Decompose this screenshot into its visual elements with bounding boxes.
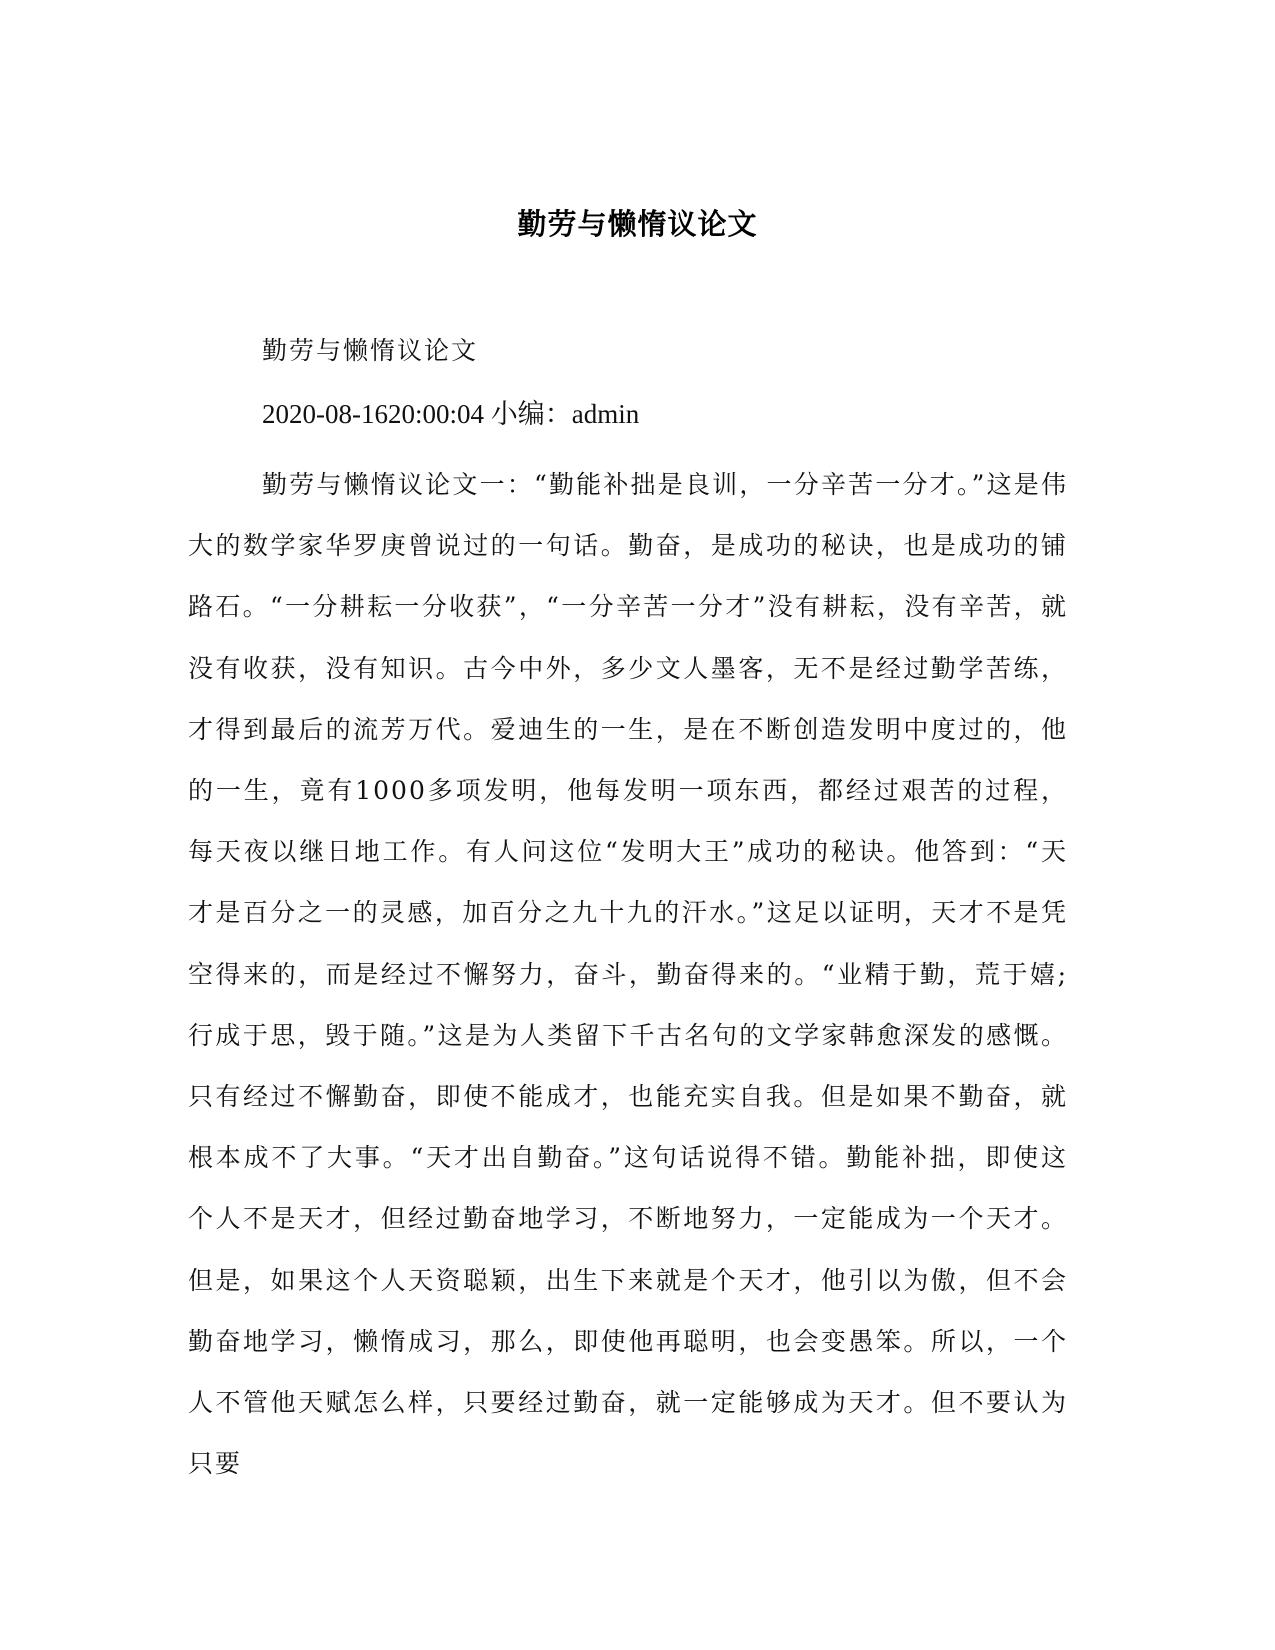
body-paragraph: 勤劳与懒惰议论文一：“勤能补拙是良训，一分辛苦一分才。”这是伟大的数学家华罗庚曾说过的一句话。勤奋，是成功的秘诀，也是成功的铺路石。“一分耕耘一分收获”，“一分辛苦一分才”没有耕耘，没有辛苦，就没有收获，没有知识。古今中外，多少文人墨客，无不是经过勤学苦练，才得到最后的流芳万代。爱迪生的一生，是在不断创造发明中度过的，他的一生，竟有1000多项发明，他每发明一项东西，都经过艰苦的过程，每天夜以继日地工作。有人问这位“发明大王”成功的秘诀。他答到：“天才是百分之一的灵感，加百分之九十九的汗水。”这足以证明，天才不是凭空得来的，而是经过不懈努力，奋斗，勤奋得来的。“业精于勤，荒于嬉;行成于思，毁于随。”这是为人类留下千古名句的文学家韩愈深发的感慨。只有经过不懈勤奋，即使不能成才，也能充实自我。但是如果不勤奋，就根本成不了大事。“天才出自勤奋。”这句话说得不错。勤能补拙，即使这个人不是天才，但经过勤奋地学习，不断地努力，一定能成为一个天才。但是，如果这个人天资聪颖，出生下来就是个天才，他引以为傲，但不会勤奋地学习，懒惰成习，那么，即使他再聪明，也会变愚笨。所以，一个人不管他天赋怎么样，只要经过勤奋，就一定能够成为天才。但不要认为只要	[188, 470, 1068, 1479]
document-subtitle: 勤劳与懒惰议论文	[262, 336, 479, 365]
meta-line: 2020-08-1620:00:04 小编：admin	[262, 399, 640, 429]
document-title: 勤劳与懒惰议论文	[517, 207, 758, 241]
